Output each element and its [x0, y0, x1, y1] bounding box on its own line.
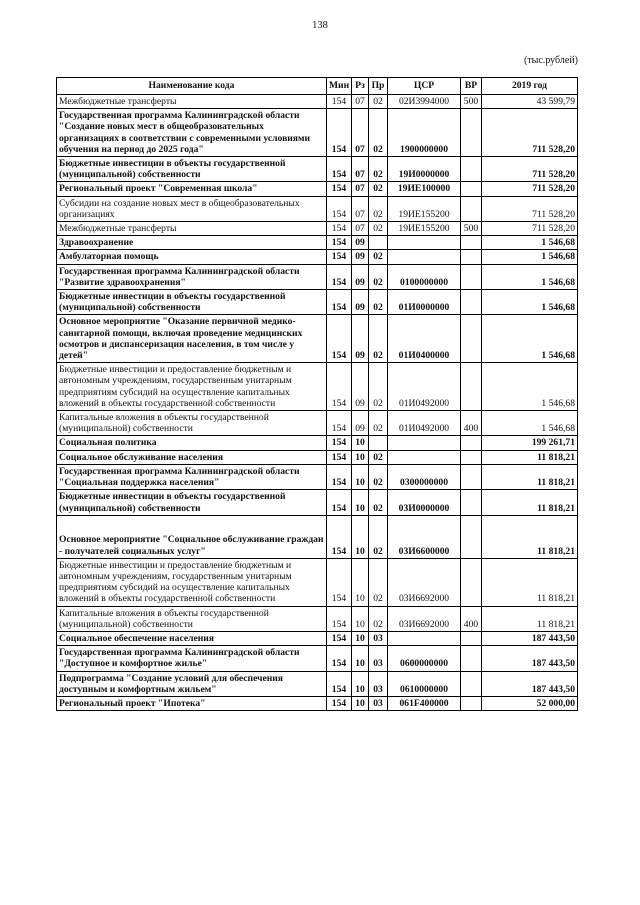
cell-amount: 711 528,20 — [482, 157, 578, 182]
cell-amount: 711 528,20 — [482, 196, 578, 221]
cell-name: Региональный проект "Современная школа" — [57, 182, 327, 196]
cell-amount: 187 443,50 — [482, 631, 578, 645]
cell-csr: 03И6600000 — [388, 515, 461, 558]
cell-min: 154 — [327, 222, 352, 236]
cell-pr: 03 — [369, 671, 388, 696]
cell-min: 154 — [327, 264, 352, 289]
table-row — [57, 558, 578, 606]
cell-min: 154 — [327, 464, 352, 489]
cell-pr: 02 — [369, 264, 388, 289]
cell-name: Бюджетные инвестиции в объекты государственной (муниципальной) собственности — [57, 490, 327, 515]
cell-pr: 03 — [369, 646, 388, 671]
cell-name: Основное мероприятие "Социальное обслуживание граждан - получателей социальных услуг" — [57, 515, 327, 558]
cell-amount: 11 818,21 — [482, 490, 578, 515]
cell-rz: 07 — [352, 157, 369, 182]
cell-vr — [461, 264, 482, 289]
cell-pr: 02 — [369, 464, 388, 489]
cell-csr — [388, 436, 461, 450]
cell-pr: 02 — [369, 182, 388, 196]
page-number: 138 — [312, 20, 328, 31]
cell-vr: 500 — [461, 95, 482, 109]
cell-vr — [461, 250, 482, 264]
cell-pr: 02 — [369, 222, 388, 236]
cell-csr: 0300000000 — [388, 464, 461, 489]
table-row — [57, 671, 578, 696]
cell-csr: 01И0492000 — [388, 411, 461, 436]
cell-rz: 09 — [352, 315, 369, 363]
table-row — [57, 182, 578, 196]
cell-vr: 500 — [461, 222, 482, 236]
header-pr: Пр — [369, 78, 388, 95]
cell-vr — [461, 436, 482, 450]
cell-rz: 09 — [352, 290, 369, 315]
cell-min: 154 — [327, 606, 352, 631]
cell-vr — [461, 157, 482, 182]
cell-name: Субсидии на создание новых мест в общеобразовательных организациях — [57, 196, 327, 221]
cell-min: 154 — [327, 109, 352, 157]
table-row — [57, 631, 578, 645]
cell-vr — [461, 464, 482, 489]
cell-vr — [461, 671, 482, 696]
cell-rz: 10 — [352, 671, 369, 696]
cell-rz: 09 — [352, 411, 369, 436]
cell-vr — [461, 315, 482, 363]
cell-rz: 10 — [352, 490, 369, 515]
header-row — [57, 78, 578, 95]
cell-min: 154 — [327, 236, 352, 250]
table-row — [57, 196, 578, 221]
cell-vr — [461, 196, 482, 221]
cell-vr — [461, 363, 482, 411]
cell-csr: 19ИЕ155200 — [388, 222, 461, 236]
cell-pr: 02 — [369, 606, 388, 631]
cell-name: Государственная программа Калининградской области "Развитие здравоохранения" — [57, 264, 327, 289]
cell-csr: 0610000000 — [388, 671, 461, 696]
table-row — [57, 250, 578, 264]
cell-name: Государственная программа Калининградской области "Создание новых мест в общеобразовательных организациях в соответствии с современными условиями обучения на период до 2025 года" — [57, 109, 327, 157]
cell-vr: 400 — [461, 606, 482, 631]
table-row — [57, 436, 578, 450]
cell-min: 154 — [327, 646, 352, 671]
cell-vr — [461, 182, 482, 196]
cell-csr: 01И0400000 — [388, 315, 461, 363]
table-row — [57, 315, 578, 363]
cell-min: 154 — [327, 515, 352, 558]
cell-name: Подпрограмма "Создание условий для обеспечения доступным и комфортным жильем" — [57, 671, 327, 696]
cell-name: Амбулаторная помощь — [57, 250, 327, 264]
cell-name: Социальное обеспечение населения — [57, 631, 327, 645]
table-body — [57, 95, 578, 711]
cell-amount: 11 818,21 — [482, 515, 578, 558]
table-row — [57, 646, 578, 671]
cell-vr: 400 — [461, 411, 482, 436]
cell-amount: 11 818,21 — [482, 450, 578, 464]
cell-csr: 03И0000000 — [388, 490, 461, 515]
cell-min: 154 — [327, 558, 352, 606]
table-row — [57, 490, 578, 515]
cell-csr: 1900000000 — [388, 109, 461, 157]
cell-vr — [461, 558, 482, 606]
budget-table — [56, 77, 578, 711]
header-csr: ЦСР — [388, 78, 461, 95]
cell-pr: 02 — [369, 515, 388, 558]
cell-csr: 061F400000 — [388, 696, 461, 710]
cell-min: 154 — [327, 631, 352, 645]
cell-min: 154 — [327, 411, 352, 436]
cell-amount: 43 599,79 — [482, 95, 578, 109]
table-row — [57, 236, 578, 250]
cell-amount: 11 818,21 — [482, 606, 578, 631]
cell-vr — [461, 290, 482, 315]
cell-rz: 10 — [352, 646, 369, 671]
cell-rz: 07 — [352, 95, 369, 109]
cell-amount: 1 546,68 — [482, 250, 578, 264]
table-row — [57, 696, 578, 710]
cell-vr — [461, 236, 482, 250]
cell-vr — [461, 109, 482, 157]
cell-vr — [461, 450, 482, 464]
cell-pr: 02 — [369, 558, 388, 606]
cell-vr — [461, 696, 482, 710]
cell-csr: 19ИЕ100000 — [388, 182, 461, 196]
cell-amount: 711 528,20 — [482, 109, 578, 157]
cell-name: Бюджетные инвестиции и предоставление бюджетным и автономным учреждениям, государственным унитарным предприятиям субсидий на осуществление капитальных вложений в объекты государственной собственности — [57, 363, 327, 411]
cell-name: Бюджетные инвестиции в объекты государственной (муниципальной) собственности — [57, 290, 327, 315]
cell-amount: 11 818,21 — [482, 558, 578, 606]
cell-rz: 10 — [352, 436, 369, 450]
table-row — [57, 157, 578, 182]
cell-pr: 02 — [369, 490, 388, 515]
cell-amount: 711 528,20 — [482, 182, 578, 196]
cell-min: 154 — [327, 671, 352, 696]
cell-csr: 02И3994000 — [388, 95, 461, 109]
cell-vr — [461, 631, 482, 645]
header-vr: ВР — [461, 78, 482, 95]
cell-name: Межбюджетные трансферты — [57, 222, 327, 236]
table-row — [57, 109, 578, 157]
table-row — [57, 606, 578, 631]
cell-name: Капитальные вложения в объекты государственной (муниципальной) собственности — [57, 411, 327, 436]
cell-csr — [388, 631, 461, 645]
table-row — [57, 363, 578, 411]
cell-rz: 07 — [352, 222, 369, 236]
cell-pr: 02 — [369, 95, 388, 109]
cell-rz: 10 — [352, 606, 369, 631]
cell-min: 154 — [327, 196, 352, 221]
cell-amount: 1 546,68 — [482, 363, 578, 411]
cell-pr: 02 — [369, 411, 388, 436]
header-min: Мин — [327, 78, 352, 95]
cell-min: 154 — [327, 182, 352, 196]
cell-csr: 19И0000000 — [388, 157, 461, 182]
cell-name: Социальная политика — [57, 436, 327, 450]
cell-name: Здравоохранение — [57, 236, 327, 250]
cell-rz: 07 — [352, 196, 369, 221]
cell-rz: 10 — [352, 696, 369, 710]
cell-pr: 02 — [369, 315, 388, 363]
cell-min: 154 — [327, 363, 352, 411]
header-name: Наименование кода — [57, 78, 327, 95]
cell-vr — [461, 515, 482, 558]
table-row — [57, 290, 578, 315]
cell-csr — [388, 236, 461, 250]
cell-pr: 03 — [369, 631, 388, 645]
cell-pr: 02 — [369, 363, 388, 411]
cell-rz: 07 — [352, 109, 369, 157]
cell-csr: 0600000000 — [388, 646, 461, 671]
cell-amount: 11 818,21 — [482, 464, 578, 489]
cell-name: Бюджетные инвестиции в объекты государственной (муниципальной) собственности — [57, 157, 327, 182]
cell-amount: 187 443,50 — [482, 646, 578, 671]
cell-pr: 02 — [369, 250, 388, 264]
cell-rz: 10 — [352, 450, 369, 464]
cell-pr: 02 — [369, 290, 388, 315]
cell-rz: 09 — [352, 363, 369, 411]
cell-pr: 02 — [369, 450, 388, 464]
cell-pr: 02 — [369, 109, 388, 157]
cell-rz: 09 — [352, 236, 369, 250]
cell-name: Межбюджетные трансферты — [57, 95, 327, 109]
cell-pr: 03 — [369, 696, 388, 710]
cell-amount: 1 546,68 — [482, 236, 578, 250]
cell-rz: 09 — [352, 250, 369, 264]
table-row — [57, 515, 578, 558]
cell-amount: 199 261,71 — [482, 436, 578, 450]
header-rz: Рз — [352, 78, 369, 95]
cell-amount: 711 528,20 — [482, 222, 578, 236]
cell-rz: 10 — [352, 558, 369, 606]
cell-csr: 01И0492000 — [388, 363, 461, 411]
cell-csr: 19ИЕ155200 — [388, 196, 461, 221]
table-row — [57, 411, 578, 436]
cell-csr: 01И0000000 — [388, 290, 461, 315]
cell-name: Государственная программа Калининградской области "Социальная поддержка населения" — [57, 464, 327, 489]
cell-pr: 02 — [369, 157, 388, 182]
cell-amount: 52 000,00 — [482, 696, 578, 710]
cell-csr — [388, 250, 461, 264]
cell-amount: 1 546,68 — [482, 411, 578, 436]
header-year: 2019 год — [482, 78, 578, 95]
cell-min: 154 — [327, 450, 352, 464]
cell-amount: 1 546,68 — [482, 264, 578, 289]
cell-amount: 187 443,50 — [482, 671, 578, 696]
cell-min: 154 — [327, 157, 352, 182]
cell-min: 154 — [327, 436, 352, 450]
cell-csr: 03И6692000 — [388, 606, 461, 631]
cell-name: Государственная программа Калининградской области "Доступное и комфортное жилье" — [57, 646, 327, 671]
table-row — [57, 95, 578, 109]
cell-rz: 09 — [352, 264, 369, 289]
cell-min: 154 — [327, 490, 352, 515]
table-row — [57, 464, 578, 489]
cell-min: 154 — [327, 250, 352, 264]
cell-csr: 03И6692000 — [388, 558, 461, 606]
cell-min: 154 — [327, 95, 352, 109]
cell-vr — [461, 490, 482, 515]
cell-amount: 1 546,68 — [482, 315, 578, 363]
cell-pr: 02 — [369, 196, 388, 221]
cell-rz: 10 — [352, 515, 369, 558]
cell-pr — [369, 436, 388, 450]
table-row — [57, 264, 578, 289]
cell-name: Капитальные вложения в объекты государственной (муниципальной) собственности — [57, 606, 327, 631]
cell-csr: 0100000000 — [388, 264, 461, 289]
table-row — [57, 222, 578, 236]
cell-amount: 1 546,68 — [482, 290, 578, 315]
cell-min: 154 — [327, 696, 352, 710]
cell-min: 154 — [327, 290, 352, 315]
units-label: (тыс.рублей) — [523, 55, 578, 66]
table-row — [57, 450, 578, 464]
cell-rz: 10 — [352, 631, 369, 645]
cell-pr — [369, 236, 388, 250]
cell-name: Основное мероприятие "Оказание первичной медико-санитарной помощи, включая проведение медицинских осмотров и диспансеризация населения, в том числе у детей" — [57, 315, 327, 363]
cell-vr — [461, 646, 482, 671]
cell-name: Бюджетные инвестиции и предоставление бюджетным и автономным учреждениям, государственным унитарным предприятиям субсидий на осуществление капитальных вложений в объекты государственной собственности — [57, 558, 327, 606]
cell-rz: 10 — [352, 464, 369, 489]
cell-name: Социальное обслуживание населения — [57, 450, 327, 464]
cell-csr — [388, 450, 461, 464]
cell-rz: 07 — [352, 182, 369, 196]
cell-min: 154 — [327, 315, 352, 363]
cell-name: Региональный проект "Ипотека" — [57, 696, 327, 710]
